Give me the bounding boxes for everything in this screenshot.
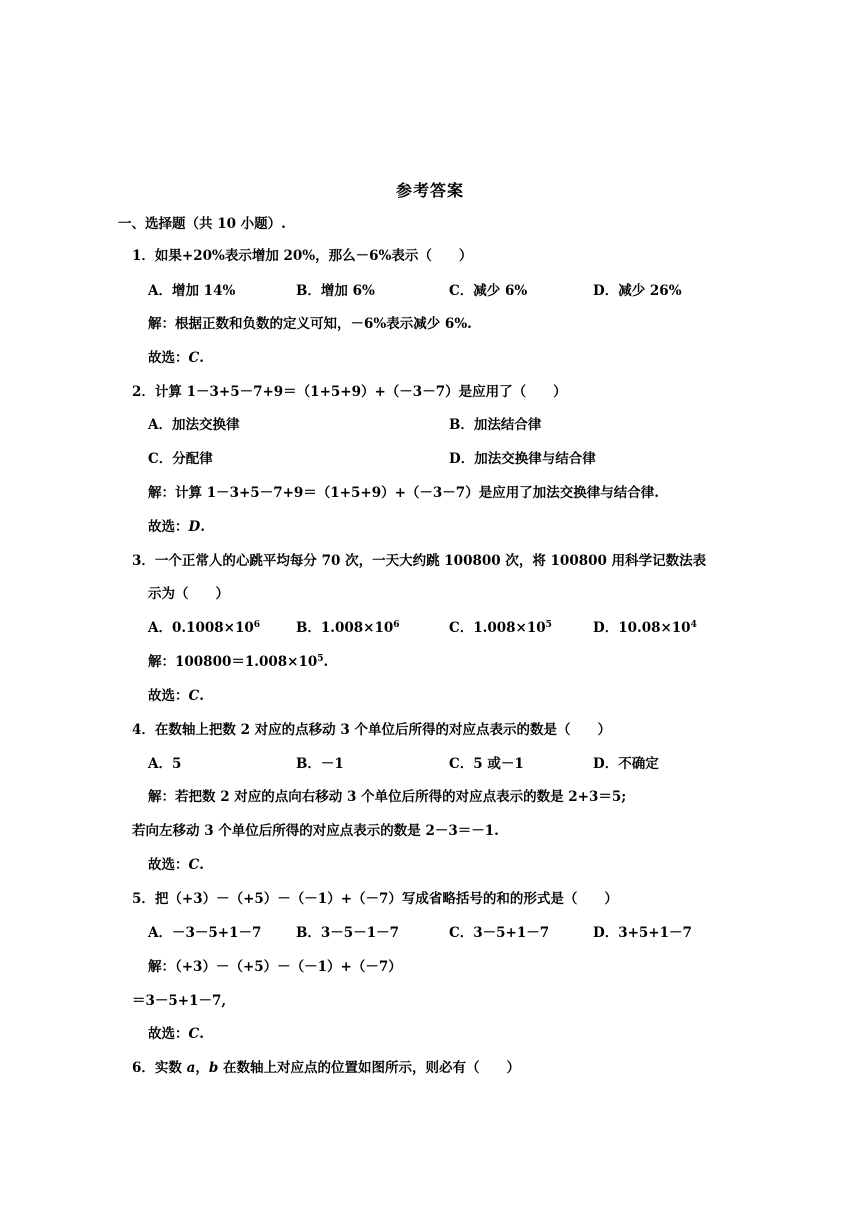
option-base: C．1.008×10 [449, 620, 546, 636]
section-heading: 一、选择题（共 10 小题）. [118, 216, 286, 232]
q3-option-d [593, 618, 697, 638]
answer-letter: C [188, 857, 200, 873]
q1-solution: 解：根据正数和负数的定义可知，－6%表示减少 6%. [148, 316, 472, 332]
q5-option-b: B．3－5－1－7 [296, 925, 399, 941]
answer-suffix: . [199, 350, 204, 366]
option-exponent: 6 [393, 620, 400, 630]
solution-end: . [323, 654, 329, 670]
variable-a: a [186, 1060, 196, 1076]
option-base: A．0.1008×10 [148, 620, 254, 636]
question-4-stem: 4．在数轴上把数 2 对应的点移动 3 个单位后所得的对应点表示的数是（ ） [132, 722, 611, 738]
q5-solution-line1: 解：（+3）－（+5）－（－1）+（－7） [148, 959, 402, 975]
stem-comma: ， [195, 1060, 209, 1076]
answer-prefix: 故选： [148, 519, 189, 535]
answer-letter: D [188, 519, 201, 535]
answer-prefix: 故选： [148, 857, 189, 873]
q5-solution-line2: ＝3－5+1－7, [132, 993, 227, 1009]
q4-option-a: A．5 [148, 756, 182, 772]
q4-option-d: D．不确定 [593, 756, 659, 772]
q1-option-b: B．增加 6% [296, 283, 375, 299]
answer-letter: C [188, 1026, 200, 1042]
answer-prefix: 故选： [148, 688, 189, 704]
answer-prefix: 故选： [148, 1026, 189, 1042]
answer-suffix: . [200, 519, 205, 535]
q2-option-d: D．加法交换律与结合律 [449, 451, 596, 467]
option-base: B．1.008×10 [296, 620, 394, 636]
q2-option-b: B．加法结合律 [449, 417, 542, 433]
variable-b: b [208, 1060, 219, 1076]
solution-exponent: 5 [317, 654, 324, 664]
stem-suffix: 在数轴上对应点的位置如图所示，则必有（ ） [218, 1060, 520, 1076]
question-2-stem: 2．计算 1－3+5－7+9＝（1+5+9）+（－3－7）是应用了（ ） [132, 384, 567, 400]
q2-answer [148, 517, 205, 537]
q2-option-c: C．分配律 [148, 451, 213, 467]
q3-option-c [449, 618, 552, 638]
q4-solution-line1: 解：若把数 2 对应的点向右移动 3 个单位后所得的对应点表示的数是 2+3＝5; [148, 789, 627, 805]
option-exponent: 6 [253, 620, 261, 630]
q3-solution [148, 652, 328, 672]
q1-answer [148, 348, 204, 368]
q5-option-a: A．－3－5+1－7 [148, 925, 262, 941]
q1-option-a: A．增加 14% [148, 283, 236, 299]
q3-answer [148, 686, 204, 706]
option-base: D．10.08×10 [593, 620, 691, 636]
question-3-stem-line2: 示为（ ） [148, 586, 229, 602]
q4-answer [148, 855, 204, 875]
question-6-stem [132, 1058, 520, 1078]
q4-solution-line2: 若向左移动 3 个单位后所得的对应点表示的数是 2－3＝－1. [132, 823, 499, 839]
q1-option-d: D．减少 26% [593, 283, 682, 299]
q3-option-b [296, 618, 400, 638]
solution-base: 解：100800＝1.008×10 [148, 654, 318, 670]
question-1-stem: 1．如果+20%表示增加 20%，那么－6%表示（ ） [132, 248, 473, 264]
page-title: 参考答案 [395, 181, 464, 200]
option-exponent: 5 [545, 620, 552, 630]
option-exponent: 4 [690, 620, 697, 630]
q4-option-b: B．－1 [296, 756, 344, 772]
q3-option-a [148, 618, 260, 638]
answer-suffix: . [199, 1026, 204, 1042]
q5-option-c: C．3－5+1－7 [449, 925, 550, 941]
answer-prefix: 故选： [148, 350, 189, 366]
q2-option-a: A．加法交换律 [148, 417, 240, 433]
answer-letter: C [188, 350, 200, 366]
stem-prefix: 6．实数 [132, 1060, 187, 1076]
question-3-stem-line1: 3．一个正常人的心跳平均每分 70 次，一天大约跳 100800 次，将 100800 用科学记数法表 [132, 553, 707, 569]
q1-option-c: C．减少 6% [449, 283, 528, 299]
answer-letter: C [188, 688, 200, 704]
answer-suffix: . [199, 688, 204, 704]
answer-suffix: . [199, 857, 204, 873]
q4-option-c: C．5 或－1 [449, 756, 524, 772]
question-5-stem: 5．把（+3）－（+5）－（－1）+（－7）写成省略括号的和的形式是（ ） [132, 891, 618, 907]
q2-solution: 解：计算 1－3+5－7+9＝（1+5+9）+（－3－7）是应用了加法交换律与结合律. [148, 485, 659, 501]
q5-answer [148, 1024, 204, 1044]
q5-option-d: D．3+5+1－7 [593, 925, 692, 941]
